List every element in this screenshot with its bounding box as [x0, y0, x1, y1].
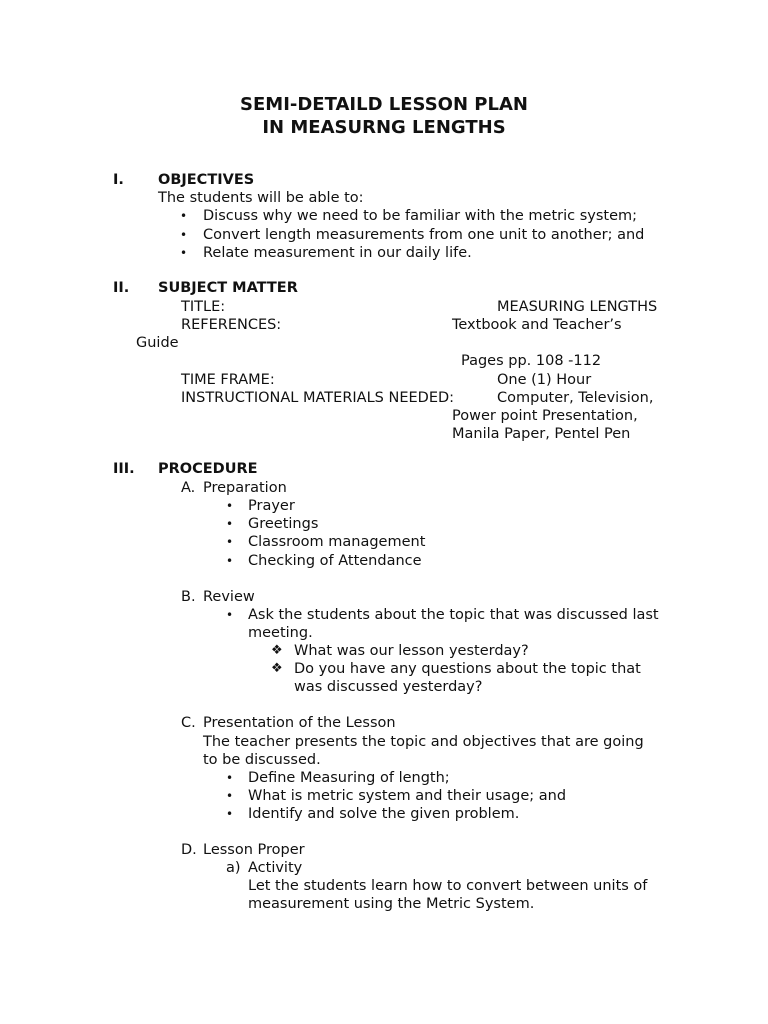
section-numeral-subject-matter: II. [113, 280, 130, 296]
review-label: Review [203, 589, 255, 605]
doc-title-line-2: IN MEASURNG LENGTHS [262, 117, 506, 138]
activity-label: Activity [248, 860, 303, 876]
objective-item: Convert length measurements from one unit to another; and [203, 227, 645, 243]
bullet-icon: • [180, 228, 188, 242]
preparation-item: Classroom management [248, 534, 426, 550]
materials-value-3: Manila Paper, Pentel Pen [452, 426, 631, 442]
presentation-item: Identify and solve the given problem. [248, 806, 520, 822]
section-heading-objectives: OBJECTIVES [158, 172, 255, 188]
bullet-icon: • [226, 517, 234, 531]
bullet-icon: • [226, 608, 234, 622]
list-letter: A. [181, 480, 196, 496]
title-label: TITLE: [181, 299, 226, 315]
review-subitem-wrap: was discussed yesterday? [294, 679, 483, 695]
list-letter: B. [181, 589, 196, 605]
section-numeral-procedure: III. [113, 461, 135, 477]
bullet-icon: • [226, 499, 234, 513]
bullet-icon: • [226, 807, 234, 821]
preparation-item: Greetings [248, 516, 319, 532]
diamond-bullet-icon: ❖ [271, 643, 283, 658]
time-frame-value: One (1) Hour [497, 372, 592, 388]
preparation-item: Checking of Attendance [248, 553, 422, 569]
time-frame-label: TIME FRAME: [181, 372, 275, 388]
presentation-item: What is metric system and their usage; and [248, 788, 567, 804]
activity-description: Let the students learn how to convert between units of [248, 878, 648, 894]
materials-value-2: Power point Presentation, [452, 408, 638, 424]
review-subitem: Do you have any questions about the topic that [294, 661, 641, 677]
presentation-description-wrap: to be discussed. [203, 752, 321, 768]
doc-title-line-1: SEMI-DETAILD LESSON PLAN [240, 94, 528, 115]
section-heading-procedure: PROCEDURE [158, 461, 258, 477]
references-label: REFERENCES: [181, 317, 282, 333]
references-pages: Pages pp. 108 -112 [461, 353, 602, 369]
section-numeral-objectives: I. [113, 172, 124, 188]
bullet-icon: • [226, 789, 234, 803]
references-value-wrap: Guide [136, 335, 179, 351]
title-value: MEASURING LENGTHS [497, 299, 658, 315]
preparation-item: Prayer [248, 498, 295, 514]
review-item: Ask the students about the topic that was discussed last [248, 607, 659, 623]
bullet-icon: • [180, 246, 188, 260]
lesson-proper-label: Lesson Proper [203, 842, 305, 858]
bullet-icon: • [226, 771, 234, 785]
bullet-icon: • [226, 535, 234, 549]
preparation-label: Preparation [203, 480, 287, 496]
bullet-icon: • [226, 554, 234, 568]
bullet-icon: • [180, 209, 188, 223]
presentation-item: Define Measuring of length; [248, 770, 450, 786]
objectives-intro: The students will be able to: [158, 190, 364, 206]
list-letter-sub: a) [226, 860, 241, 876]
materials-label: INSTRUCTIONAL MATERIALS NEEDED: [181, 390, 455, 406]
diamond-bullet-icon: ❖ [271, 661, 283, 676]
section-heading-subject-matter: SUBJECT MATTER [158, 280, 298, 296]
list-letter: D. [181, 842, 197, 858]
materials-value-1: Computer, Television, [497, 390, 654, 406]
review-item-wrap: meeting. [248, 625, 313, 641]
presentation-description: The teacher presents the topic and objectives that are going [203, 734, 644, 750]
presentation-label: Presentation of the Lesson [203, 715, 396, 731]
objective-item: Discuss why we need to be familiar with the metric system; [203, 208, 638, 224]
objective-item: Relate measurement in our daily life. [203, 245, 472, 261]
list-letter: C. [181, 715, 196, 731]
activity-description-wrap: measurement using the Metric System. [248, 896, 535, 912]
references-value: Textbook and Teacher’s [452, 317, 622, 333]
review-subitem: What was our lesson yesterday? [294, 643, 529, 659]
